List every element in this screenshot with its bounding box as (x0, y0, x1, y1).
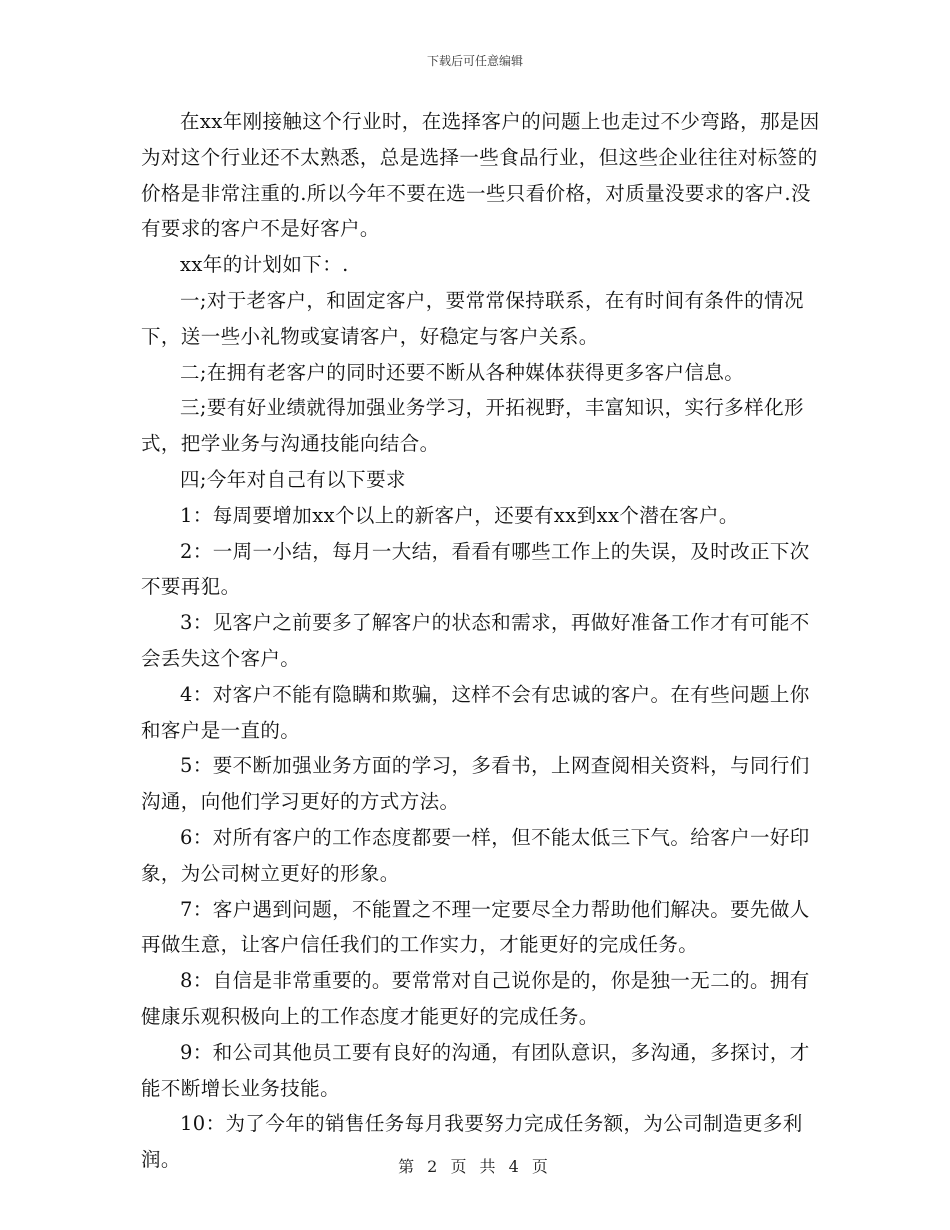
requirement-6: 6：对所有客户的工作态度都要一样，但不能太低三下气。给客户一好印象，为公司树立更好的形象。 (141, 825, 810, 885)
requirement-5: 5：要不断加强业务方面的学习，多看书，上网查阅相关资料，与同行们沟通，向他们学习更好的方式方法。 (141, 754, 810, 814)
paragraph-plan-4: 四;今年对自己有以下要求 (180, 467, 406, 491)
paragraph-intro: 在xx年刚接触这个行业时，在选择客户的问题上也走过不少弯路，那是因为对这个行业还不太熟悉，总是选择一些食品行业，但这些企业往往对标签的价格是非常注重的.所以今年不要在选一些只看价格，对质量没要求的客户.没有要求的客户不是好客户。 (141, 110, 820, 241)
page-number: 第 2 页 共 4 页 (398, 1157, 552, 1176)
paragraph-plan-1: 一;对于老客户，和固定客户，要常常保持联系，在有时间有条件的情况下，送一些小礼物或宴请客户，好稳定与客户关系。 (141, 288, 804, 348)
page-header: 下载后可任意编辑 (426, 54, 523, 68)
paragraph-plan-heading: xx年的计划如下：. (180, 253, 349, 277)
paragraph-plan-3: 三;要有好业绩就得加强业务学习，开拓视野，丰富知识，实行多样化形式，把学业务与沟通技能向结合。 (141, 396, 804, 456)
requirement-8: 8：自信是非常重要的。要常常对自己说你是的，你是独一无二的。拥有健康乐观积极向上的工作态度才能更好的完成任务。 (141, 969, 810, 1028)
requirement-10: 10：为了今年的销售任务每月我要努力完成任务额，为公司制造更多利润。 (141, 1112, 803, 1172)
requirement-4: 4：对客户不能有隐瞒和欺骗，这样不会有忠诚的客户。在有些问题上你和客户是一直的。 (141, 682, 810, 742)
paragraph-plan-2: 二;在拥有老客户的同时还要不断从各种媒体获得更多客户信息。 (180, 360, 745, 384)
document-body (141, 104, 821, 1178)
requirement-2: 2：一周一小结，每月一大结，看看有哪些工作上的失误，及时改正下次不要再犯。 (141, 539, 810, 599)
requirement-1: 1：每周要增加xx个以上的新客户，还要有xx到xx个潜在客户。 (180, 503, 739, 527)
requirement-7: 7：客户遇到问题，不能置之不理一定要尽全力帮助他们解决。要先做人再做生意，让客户信任我们的工作实力，才能更好的完成任务。 (141, 897, 810, 957)
requirement-3: 3：见客户之前要多了解客户的状态和需求，再做好准备工作才有可能不会丢失这个客户。 (141, 611, 810, 670)
requirement-9: 9：和公司其他员工要有良好的沟通，有团队意识，多沟通，多探讨，才能不断增长业务技能。 (141, 1040, 810, 1100)
